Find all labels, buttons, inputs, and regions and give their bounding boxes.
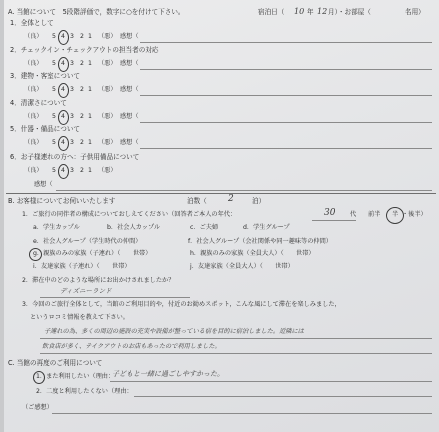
q3-text-line2: というロコミ情報を教えて下さい。: [30, 314, 129, 321]
usage-opt2-underline: [134, 396, 432, 397]
scale-bad-label: （悪）: [98, 60, 117, 67]
comment-underline: [140, 148, 432, 149]
scale-good-label: （良）: [24, 113, 43, 120]
section-title: 4．清潔さについて: [10, 99, 67, 107]
scale-number: 5: [52, 167, 56, 174]
age-unit: 代: [350, 211, 357, 218]
age-underline: [312, 220, 356, 221]
comment-label: 感想（: [120, 113, 139, 120]
comment-underline: [140, 95, 432, 96]
scale-good-label: （良）: [24, 86, 43, 93]
section-title: 2．チェックイン・チェックアウトの担当者の対応: [10, 46, 159, 54]
usage-opt2: 2．二度と利用したくない（理由：: [36, 388, 133, 395]
scale-number: 1: [88, 33, 92, 40]
q3-answer-line1: 子連れの為、多くの周辺の施設の充実や設備が整っている宿を目的に宿泊しました。近隣には: [44, 328, 304, 335]
comment-underline: [140, 122, 432, 123]
scale-number: 4: [61, 139, 65, 146]
stay-date-label: 宿泊日（: [258, 8, 285, 16]
scale-number: 2: [80, 33, 84, 40]
section-a-intro: A. 当館について 5段階評価で，数字に○を付けて下さい。: [8, 8, 185, 16]
comment-label: 感想（: [120, 33, 139, 40]
scale-number: 1: [88, 113, 92, 120]
scale-number: 3: [70, 113, 74, 120]
scale-number: 3: [70, 167, 74, 174]
scale-number: 2: [80, 139, 84, 146]
scale-bad-label: （悪）: [98, 113, 117, 120]
rating-circle: [58, 136, 69, 151]
scale-good-label: （良）: [24, 167, 43, 174]
scale-number: 2: [80, 86, 84, 93]
scale-good-label: （良）: [24, 60, 43, 67]
section-title: 1．全体として: [10, 19, 54, 27]
usage-opt1: 1．また利用したい（理由：: [36, 373, 115, 380]
scale-number: 3: [70, 60, 74, 67]
comment-label: 感想（: [120, 139, 139, 146]
option-f: f．社会人グループ（会社関係や同一趣味等の仲間）: [188, 238, 332, 245]
scan-edge: [0, 0, 4, 432]
q3-underline-1: [40, 338, 432, 339]
scale-bad-label: （悪）: [98, 139, 117, 146]
scale-number: 2: [80, 60, 84, 67]
scale-bad-label: （悪）: [98, 33, 117, 40]
scale-number: 5: [52, 60, 56, 67]
scale-number: 5: [52, 86, 56, 93]
usage-comment-underline: [52, 413, 432, 414]
stay-year-value: 10: [294, 7, 305, 16]
stay-month-value: 12: [317, 7, 328, 16]
scale-number: 3: [70, 139, 74, 146]
scale-number: 1: [88, 60, 92, 67]
scale-number: 4: [61, 167, 65, 174]
q1-text: 1．ご旅行の同伴者の構成についておしえてください（回答者ご本人の年代：: [22, 211, 237, 218]
q2-text: 2．滞在中のどのような場所にお出かけされましたか？: [22, 277, 175, 284]
scale-number: 3: [70, 33, 74, 40]
option-b: b．社会人カップル: [107, 224, 161, 231]
comment-underline: [140, 42, 432, 43]
section-6-comment-underline: [56, 190, 432, 191]
usage-opt1-underline: [110, 381, 432, 382]
rating-circle: [58, 57, 69, 72]
scale-bad-label: （悪）: [98, 167, 117, 174]
q2-underline: [40, 297, 190, 298]
scale-number: 4: [61, 86, 65, 93]
option-h: h．親族のみの家族（全員大人）（ 世帯）: [190, 250, 315, 257]
scale-number: 2: [80, 113, 84, 120]
rating-circle: [58, 83, 69, 98]
scale-number: 1: [88, 139, 92, 146]
option-c: c．ご夫婦: [190, 224, 219, 231]
usage-opt1-reason: 子どもと一緒に過ごしやすかった。: [112, 370, 224, 378]
scale-bad-label: （悪）: [98, 86, 117, 93]
option-j: j．友達家族（全員大人）（ 世帯）: [190, 263, 294, 270]
rating-circle: [58, 30, 69, 45]
section-title: 3．建物・客室について: [10, 72, 81, 80]
age-early: 前半: [368, 211, 381, 218]
nights-unit: 泊）: [252, 197, 266, 205]
comment-underline: [140, 69, 432, 70]
scale-good-label: （良）: [24, 139, 43, 146]
scale-number: 1: [88, 86, 92, 93]
scale-number: 4: [61, 113, 65, 120]
age-mid: 半: [392, 211, 399, 218]
option-g: g．親族のみの家族（子連れ）（ 世帯）: [33, 250, 152, 257]
scale-good-label: （良）: [24, 33, 43, 40]
section-c-title: C. 当館の再度のご利用について: [8, 359, 103, 367]
q3-underline-2: [40, 353, 432, 354]
option-e: e．社会人グループ（学生時代の仲間）: [33, 238, 142, 245]
comment-label: 感想（: [120, 60, 139, 67]
scale-number: 3: [70, 86, 74, 93]
section-b-title: B. お客様についてお伺いいたします: [8, 197, 116, 205]
scale-number: 4: [61, 33, 65, 40]
option-i: i．友達家族（子連れ）（ 世帯）: [33, 263, 131, 270]
comment-label: 感想（: [120, 86, 139, 93]
scale-number: 5: [52, 139, 56, 146]
stay-month-unit: 月）・お部屋（: [328, 8, 371, 16]
section-separator: [6, 193, 436, 194]
nights-value: 2: [228, 194, 234, 204]
section-title: 5．什器・備品について: [10, 125, 81, 133]
scale-number: 4: [61, 60, 65, 67]
option-d: d．学生グループ: [243, 224, 290, 231]
age-value: 30: [324, 208, 336, 218]
usage-comment: （ご感想）: [22, 404, 53, 411]
nights-label: 泊数（: [187, 197, 207, 205]
option-a: a．学生カップル: [33, 224, 80, 231]
rating-circle: [58, 110, 69, 125]
room-suffix: 名用）: [405, 8, 425, 16]
stay-year-unit: 年: [307, 8, 314, 16]
section-6-rating-circle: [58, 164, 69, 179]
scale-number: 5: [52, 33, 56, 40]
section-6-comment-label: 感想（: [34, 181, 53, 188]
scale-number: 2: [80, 167, 84, 174]
section-title: 6．お子様連れの方へ：子供用備品について: [10, 153, 140, 161]
age-late: ・後半）: [402, 211, 427, 218]
q2-answer: ディズニーランド: [60, 287, 112, 295]
scale-number: 1: [88, 167, 92, 174]
q3-answer-line2: 飲食店が多く、テイクアウトのお店もあったので利用しました。: [42, 343, 221, 350]
scale-number: 5: [52, 113, 56, 120]
q3-text-line1: 3．今回のご旅行全体として，当館のご利用目的や，付近のお勧めスポット，こんな風にして滞在を楽しみました，: [22, 301, 341, 308]
